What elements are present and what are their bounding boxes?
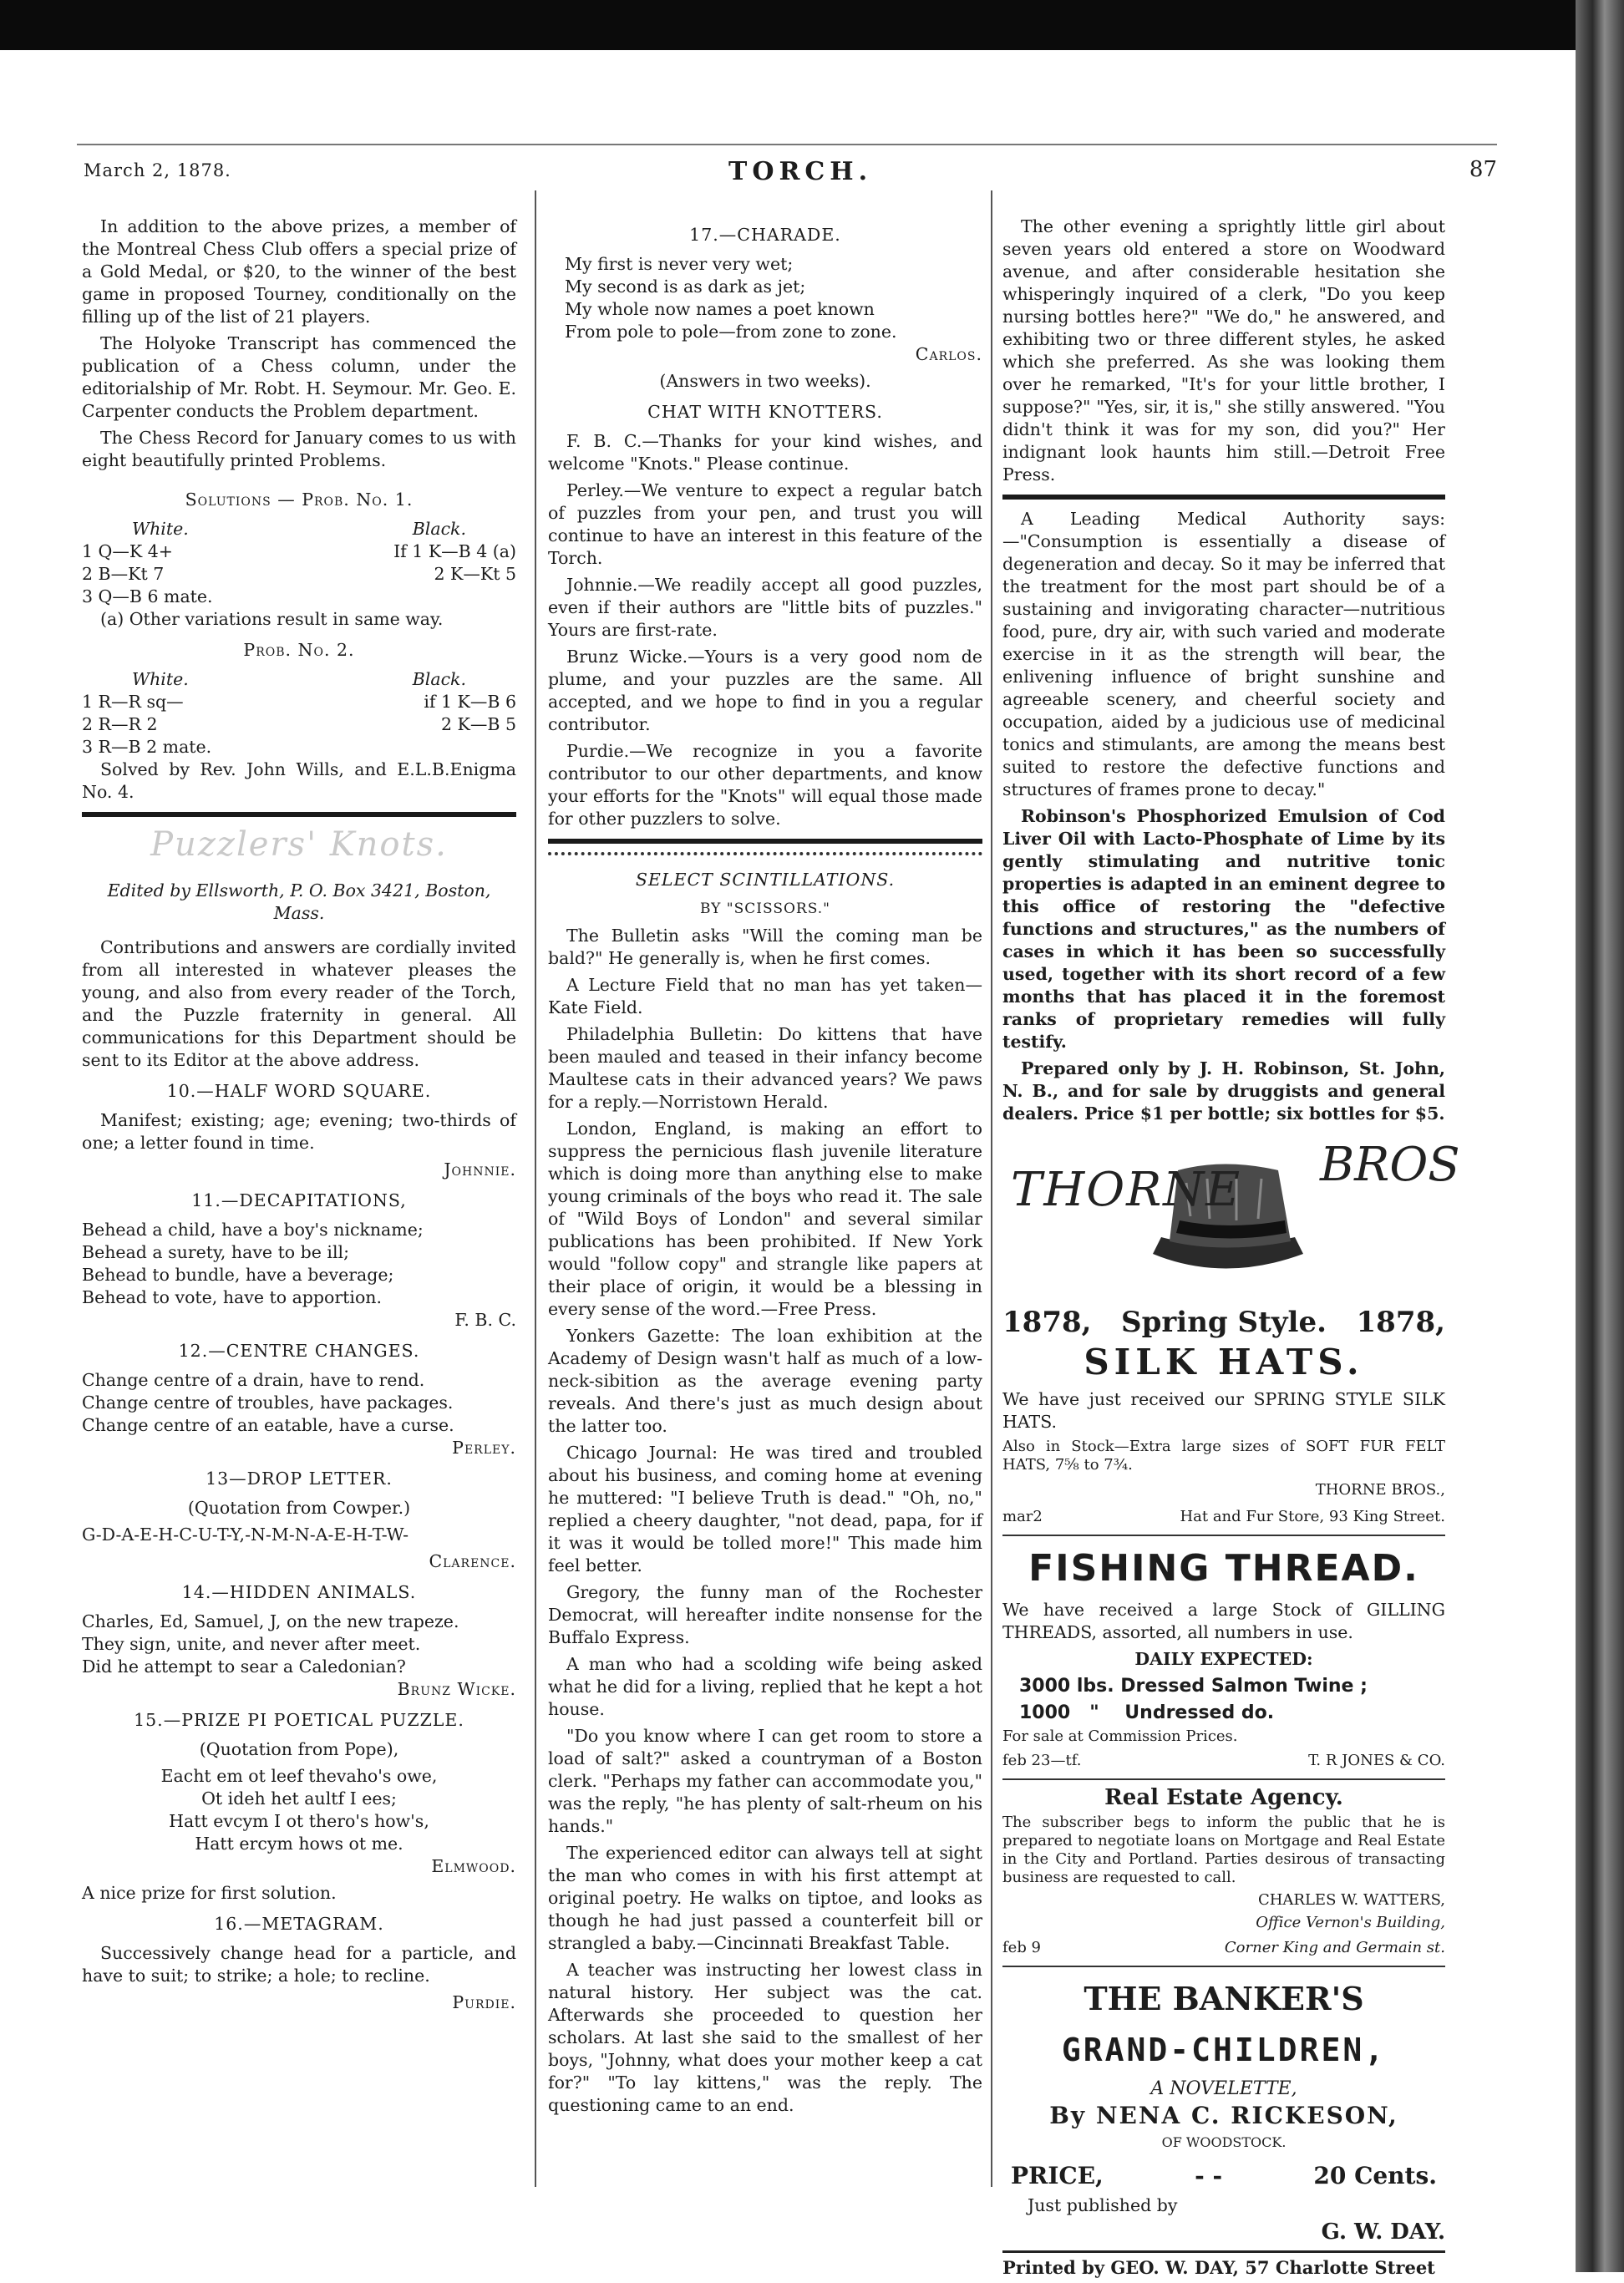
spring-style: Spring Style.: [1121, 1306, 1327, 1339]
solutions-heading: Solutions — Prob. No. 1.: [185, 490, 414, 510]
puzzle-line: Did he attempt to sear a Caledonian?: [82, 1656, 406, 1677]
advert-text: Robinson's Phosphorized Emulsion of Cod Liver Oil with Lacto-Phosphate of Lime by its gently stimulating and nutritive tonic properties is adapted in an eminent degree to this office of restoring the "defective functions and structures," as the numbers of cases in which it has been so successfully used, together with its short record of a few months that has placed it in the foremost ranks of proprietary remedies will fully testify.: [1002, 806, 1445, 1052]
advert-text: We have received a large Stock of GILLING THREADS, assorted, all numbers in use.: [1002, 1600, 1445, 1642]
logo-text-left: THORNE: [1011, 1163, 1242, 1217]
paragraph: The Holyoke Transcript has commenced the publication of a Chess column, under the editorialship of Mr. Robt. H. Seymour. Mr. Geo. E. Carpenter conducts the Problem department.: [82, 333, 516, 421]
advert-address: Office Vernon's Building,: [1256, 1914, 1445, 1931]
thorne-bros-logo: [1002, 1137, 1460, 1296]
page-header: [77, 157, 1497, 190]
puzzle-author: Perley.: [452, 1438, 516, 1458]
puzzle-lines: [82, 1219, 516, 1309]
advert-text: Prepared only by J. H. Robinson, St. John, N. B., and for sale by druggists and general dealers. Price $1 per bottle; six bottles for $5.: [1002, 1058, 1445, 1124]
answers-note: (Answers in two weeks).: [659, 371, 871, 391]
scintillation: The experienced editor can always tell at sight the man who comes in with his first attempt at original poetry. He walks on tiptoe, and looks as though he had just passed a counterfeit bill or strangled a baby.—Cincinnati Breakfast Table.: [548, 1843, 982, 1953]
section-rule: [1002, 1778, 1445, 1780]
scintillations-heading: SELECT SCINTILLATIONS.: [635, 870, 896, 890]
puzzle-quote-source: (Quotation from Cowper.): [187, 1498, 411, 1518]
black-label: Black.: [412, 669, 466, 689]
chess-note: (a) Other variations result in same way.: [100, 609, 444, 629]
book-price-line: [1002, 2158, 1445, 2194]
white-moves: [82, 540, 213, 608]
move: 2 K—B 5: [441, 714, 516, 734]
spring-style-line: [1002, 1304, 1445, 1341]
paper-title: TORCH.: [728, 157, 873, 186]
charade-verse: [548, 253, 982, 343]
puzzle-heading: 14.—HIDDEN ANIMALS.: [181, 1582, 417, 1602]
book-title-line: GRAND-CHILDREN,: [1061, 2032, 1387, 2068]
page-number: 87: [1469, 157, 1497, 182]
puzzle-line: My second is as dark as jet;: [565, 276, 806, 297]
puzzle-line: Change centre of troubles, have packages.: [82, 1393, 454, 1413]
move: 2 K—Kt 5: [434, 564, 516, 584]
column-right: [1002, 216, 1460, 2283]
year: 1878,: [1356, 1306, 1445, 1339]
issue-date: March 2, 1878.: [84, 160, 231, 180]
advert-footer: [1002, 1936, 1445, 1959]
scintillation: Philadelphia Bulletin: Do kittens that have been mauled and teased in their infancy become Maultese cats in their advanced years? We paws for a reply.—Norristown Herald.: [548, 1024, 982, 1112]
editor-line: Edited by Ellsworth, P. O. Box 3421, Boston, Mass.: [107, 880, 491, 923]
black-moves: [393, 540, 516, 608]
move: if 1 K—B 6: [424, 692, 516, 712]
puzzle-line: Hatt ercym hows ot me.: [195, 1834, 403, 1854]
column-middle: [548, 216, 982, 2121]
advert-signature: CHARLES W. WATTERS,: [1257, 1891, 1445, 1909]
price-value: 20 Cents.: [1313, 2162, 1437, 2189]
move: 2 R—R 2: [82, 714, 158, 734]
puzzle-author: Carlos.: [915, 344, 982, 364]
scintillation: Gregory, the funny man of the Rochester Democrat, will hereafter indite nonsense for the Buffalo Express.: [548, 1582, 982, 1647]
advert-signature: T. R JONES & CO.: [1308, 1752, 1445, 1769]
daily-expected: DAILY EXPECTED:: [1134, 1649, 1313, 1669]
scan-top-edge: [0, 0, 1624, 50]
twine-line: 1000 " Undressed do.: [1019, 1702, 1275, 1723]
puzzle-heading: 13—DROP LETTER.: [206, 1469, 393, 1489]
chess-columns-header: [82, 668, 516, 691]
top-rule: [77, 144, 1497, 145]
puzzle-line: Change centre of a drain, have to rend.: [82, 1370, 425, 1390]
puzzle-heading: 15.—PRIZE PI POETICAL PUZZLE.: [134, 1710, 464, 1730]
advert-footer: [1002, 1749, 1445, 1772]
scintillation: A Lecture Field that no man has yet taken—Kate Field.: [548, 975, 982, 1017]
move: 2 B—Kt 7: [82, 564, 165, 584]
section-rule: [548, 852, 982, 855]
puzzlers-knots-title: Puzzlers' Knots.: [150, 825, 448, 864]
puzzle-quote-source: (Quotation from Pope),: [199, 1739, 399, 1759]
puzzle-text: Successively change head for a particle, and have to suit; to strike; a hole; to recline.: [82, 1943, 516, 1986]
advert-text: A Leading Medical Authority says:—"Consumption is essentially a disease of degeneration and decay. So it may be inferred that the treatment for the most part should be of a sustaining and invigorating character—nutritious food, pure, dry air, with such varied and moderate exercise in it as the strength will bear, the enlivening influence of bright sunshine and agreeable scenery, and cheerful society and occupation, aided by a judicious use of medicinal tonics and stimulants, are among the means best suited to restore the defective functions and structures of frames prone to decay.": [1002, 509, 1445, 799]
advert-footer: [1002, 1505, 1445, 1528]
chat-item: F. B. C.—Thanks for your kind wishes, and welcome "Knots." Please continue.: [548, 431, 982, 474]
advert-address: Hat and Fur Store, 93 King Street.: [1180, 1508, 1445, 1525]
white-label: White.: [132, 669, 189, 689]
scintillation: "Do you know where I can get room to store a load of salt?" asked a countryman of a Boston clerk. "Perhaps my father can accommodate you," was the reply, "he has plenty of salt-rheum on his hands.": [548, 1726, 982, 1836]
black-moves: [424, 691, 516, 758]
section-rule: [1002, 1966, 1445, 1967]
section-rule: [1002, 1535, 1445, 1536]
book-author-origin: OF WOODSTOCK.: [1161, 2134, 1287, 2150]
move: If 1 K—B 4 (a): [393, 541, 516, 561]
chat-item: Perley.—We venture to expect a regular batch of puzzles from your pen, and trust you will continue to have an interest in this feature of the Torch.: [548, 480, 982, 568]
chess-columns-header: [82, 518, 516, 540]
real-estate-heading: Real Estate Agency.: [1104, 1785, 1343, 1810]
year: 1878,: [1002, 1306, 1092, 1339]
puzzle-line: Ot ideh het aultf I ees;: [201, 1788, 397, 1809]
advert-text: For sale at Commission Prices.: [1002, 1727, 1238, 1745]
puzzle-line: Charles, Ed, Samuel, J, on the new trapeze.: [82, 1611, 459, 1631]
puzzle-author: F. B. C.: [454, 1310, 516, 1330]
footer-rule: [1002, 2250, 1445, 2253]
printer-imprint: Printed by GEO. W. DAY, 57 Charlotte Street: [1002, 2257, 1435, 2278]
puzzle-line: Behead a child, have a boy's nickname;: [82, 1220, 424, 1240]
scintillation: Chicago Journal: He was tired and troubled about his business, and coming home at evening he muttered: "I believe Truth is dead." "Oh, no," replied a cheery daughter, "not dead, papa, for if it was it would be tolled more!" This made him feel better.: [548, 1443, 982, 1575]
puzzle-line: G-D-A-E-H-C-U-T-Y,-N-M-N-A-E-H-T-W-: [82, 1525, 409, 1545]
advert-text: The subscriber begs to inform the public that he is prepared to negotiate loans on Mortgage and Real Estate in the City and Portland. Parties desirous of transacting business are requested to call.: [1002, 1814, 1445, 1886]
puzzle-author: Elmwood.: [431, 1856, 516, 1876]
price-label: PRICE,: [1011, 2162, 1104, 2189]
white-moves: [82, 691, 211, 758]
puzzle-text: Manifest; existing; age; evening; two-thirds of one; a letter found in time.: [82, 1110, 516, 1153]
puzzle-lines: [82, 1611, 516, 1678]
price-dashes: - -: [1195, 2162, 1223, 2189]
book-title-line: THE BANKER'S: [1084, 1980, 1364, 2017]
move: 3 Q—B 6 mate.: [82, 586, 213, 606]
puzzle-heading: 17.—CHARADE.: [689, 225, 841, 245]
chat-item: Brunz Wicke.—Yours is a very good nom de plume, and your puzzles are the same. All accepted, and we hope to find in you a regular contributor.: [548, 647, 982, 734]
scintillation: A teacher was instructing her lowest class in natural history. Her subject was the cat. Afterwards she proceeded to question her scholars. At last she said to the smallest of her boys, "Johnny, what does your mother keep a cat for?" "To lay kittens," was the reply. The questioning came to an end.: [548, 1960, 982, 2115]
scintillation: Yonkers Gazette: The loan exhibition at the Academy of Design wasn't half as much of a low-neck-sibition as the average evening party reveals. And there's just as much design about the latter too.: [548, 1326, 982, 1436]
puzzle-line: Behead to bundle, have a beverage;: [82, 1265, 394, 1285]
newspaper-page: [77, 140, 1497, 2278]
puzzle-lines: [82, 1369, 516, 1437]
paragraph: The Chess Record for January comes to us with eight beautifully printed Problems.: [82, 428, 516, 470]
puzzle-author: Clarence.: [429, 1551, 516, 1571]
puzzle-line: My first is never very wet;: [565, 254, 794, 274]
advert-date: mar2: [1002, 1508, 1043, 1525]
puzzle-line: Eacht em ot leef thevaho's owe,: [160, 1766, 438, 1786]
puzzle-line: Behead to vote, have to apportion.: [82, 1287, 383, 1307]
chat-item: Johnnie.—We readily accept all good puzzles, even if their authors are "little bits of puzzles." Yours are first-rate.: [548, 575, 982, 640]
scintillation: A man who had a scolding wife being asked what he did for a living, replied that he kept a hot house.: [548, 1654, 982, 1719]
puzzle-line: They sign, unite, and never after meet.: [82, 1634, 421, 1654]
advert-address: Corner King and Germain st.: [1224, 1939, 1445, 1956]
logo-text-right: BROS: [1320, 1138, 1460, 1192]
chat-item: Purdie.—We recognize in you a favorite contributor to our other departments, and know your efforts for the "Knots" will equal those made for other puzzlers to solve.: [548, 741, 982, 829]
advert-date: feb 9: [1002, 1939, 1042, 1956]
scintillation: London, England, is making an effort to suppress the pernicious flash juvenile literature which is doing more than anything else to make young criminals of the boys who read it. The sale of "Wild Boys of London" and several similar publications has been prohibited. If New York would "follow copy" and strangle like papers at their place of origin, it would be a blessing in every sense of the word.—Free Press.: [548, 1119, 982, 1319]
puzzle-heading: 10.—HALF WORD SQUARE.: [166, 1081, 432, 1101]
puzzle-heading: 16.—METAGRAM.: [214, 1914, 384, 1934]
column-divider: [535, 190, 536, 2187]
puzzle-heading: 11.—DECAPITATIONS,: [191, 1190, 407, 1210]
advert-text: We have just received our SPRING STYLE SILK HATS.: [1002, 1389, 1445, 1432]
chat-heading: CHAT WITH KNOTTERS.: [647, 402, 883, 422]
chess-solution-2: [82, 691, 516, 758]
column-divider: [991, 190, 992, 2187]
puzzle-line: Change centre of an eatable, have a curse.: [82, 1415, 454, 1435]
problem-heading: Prob. No. 2.: [243, 640, 355, 660]
solved-by: Solved by Rev. John Wills, and E.L.B.Enigma No. 4.: [82, 759, 516, 802]
advert-text: Also in Stock—Extra large sizes of SOFT FUR FELT HATS, 7⅝ to 7¾.: [1002, 1438, 1445, 1474]
chess-solution-1: [82, 540, 516, 608]
column-left: [82, 216, 516, 2018]
move: 1 Q—K 4+: [82, 541, 173, 561]
black-label: Black.: [412, 519, 466, 539]
fishing-thread-heading: FISHING THREAD.: [1028, 1547, 1419, 1590]
puzzle-line: My whole now names a poet known: [565, 299, 875, 319]
silk-hats-heading: SILK HATS.: [1084, 1342, 1364, 1382]
paragraph: Contributions and answers are cordially invited from all interested in whatever pleases the young, and also from every reader of the Torch, and the Puzzle fraternity in general. All communications for this Department should be sent to its Editor at the above address.: [82, 937, 516, 1070]
twine-line: 3000 lbs. Dressed Salmon Twine ;: [1019, 1676, 1368, 1697]
move: 1 R—R sq—: [82, 692, 184, 712]
publisher-line: Just published by: [1028, 2195, 1178, 2215]
advert-date: feb 23—tf.: [1002, 1752, 1082, 1769]
puzzle-author: Purdie.: [452, 1992, 516, 2012]
section-rule: [548, 839, 982, 844]
scintillation: The Bulletin asks "Will the coming man be bald?" He generally is, when he first comes.: [548, 926, 982, 968]
puzzle-author: Johnnie.: [444, 1159, 516, 1180]
paragraph: In addition to the above prizes, a member of the Montreal Chess Club offers a special prize of a Gold Medal, or $20, to the winner of the best game in proposed Tourney, conditionally on the filling up of the list of 21 players.: [82, 216, 516, 327]
scan-right-edge: [1576, 0, 1624, 2272]
white-label: White.: [132, 519, 189, 539]
section-rule: [1002, 495, 1445, 500]
publisher-signature: G. W. DAY.: [1321, 2220, 1445, 2245]
puzzle-line: Behead a surety, have to be ill;: [82, 1242, 350, 1262]
advert-signature: THORNE BROS.,: [1315, 1481, 1445, 1499]
puzzle-line: From pole to pole—from zone to zone.: [565, 322, 897, 342]
section-rule: [82, 812, 516, 817]
puzzle-author: Brunz Wicke.: [397, 1679, 516, 1699]
puzzle-verse: [82, 1765, 516, 1855]
move: 3 R—B 2 mate.: [82, 737, 212, 757]
byline: BY "SCISSORS.": [699, 901, 830, 917]
puzzle-heading: 12.—CENTRE CHANGES.: [178, 1341, 420, 1361]
book-subtitle: A NOVELETTE,: [1150, 2078, 1297, 2099]
book-author: By NENA C. RICKESON,: [1049, 2102, 1398, 2129]
puzzle-line: Hatt evcym I ot thero's how's,: [169, 1811, 429, 1831]
prize-note: A nice prize for first solution.: [82, 1883, 337, 1903]
paragraph: The other evening a sprightly little girl about seven years old entered a store on Woodward avenue, and after considerable hesitation she whisperingly inquired of a clerk, "Do you keep nursing bottles here?" "We do," he answered, and exhibiting two or three different styles, he asked which she preferred. As she was looking them over he remarked, "It's for your little brother, I suppose?" "Yes, sir, it is," she stilly answered. "You didn't think it was for my son, did you?" Her indignant look haunts him still.—Detroit Free Press.: [1002, 216, 1445, 485]
